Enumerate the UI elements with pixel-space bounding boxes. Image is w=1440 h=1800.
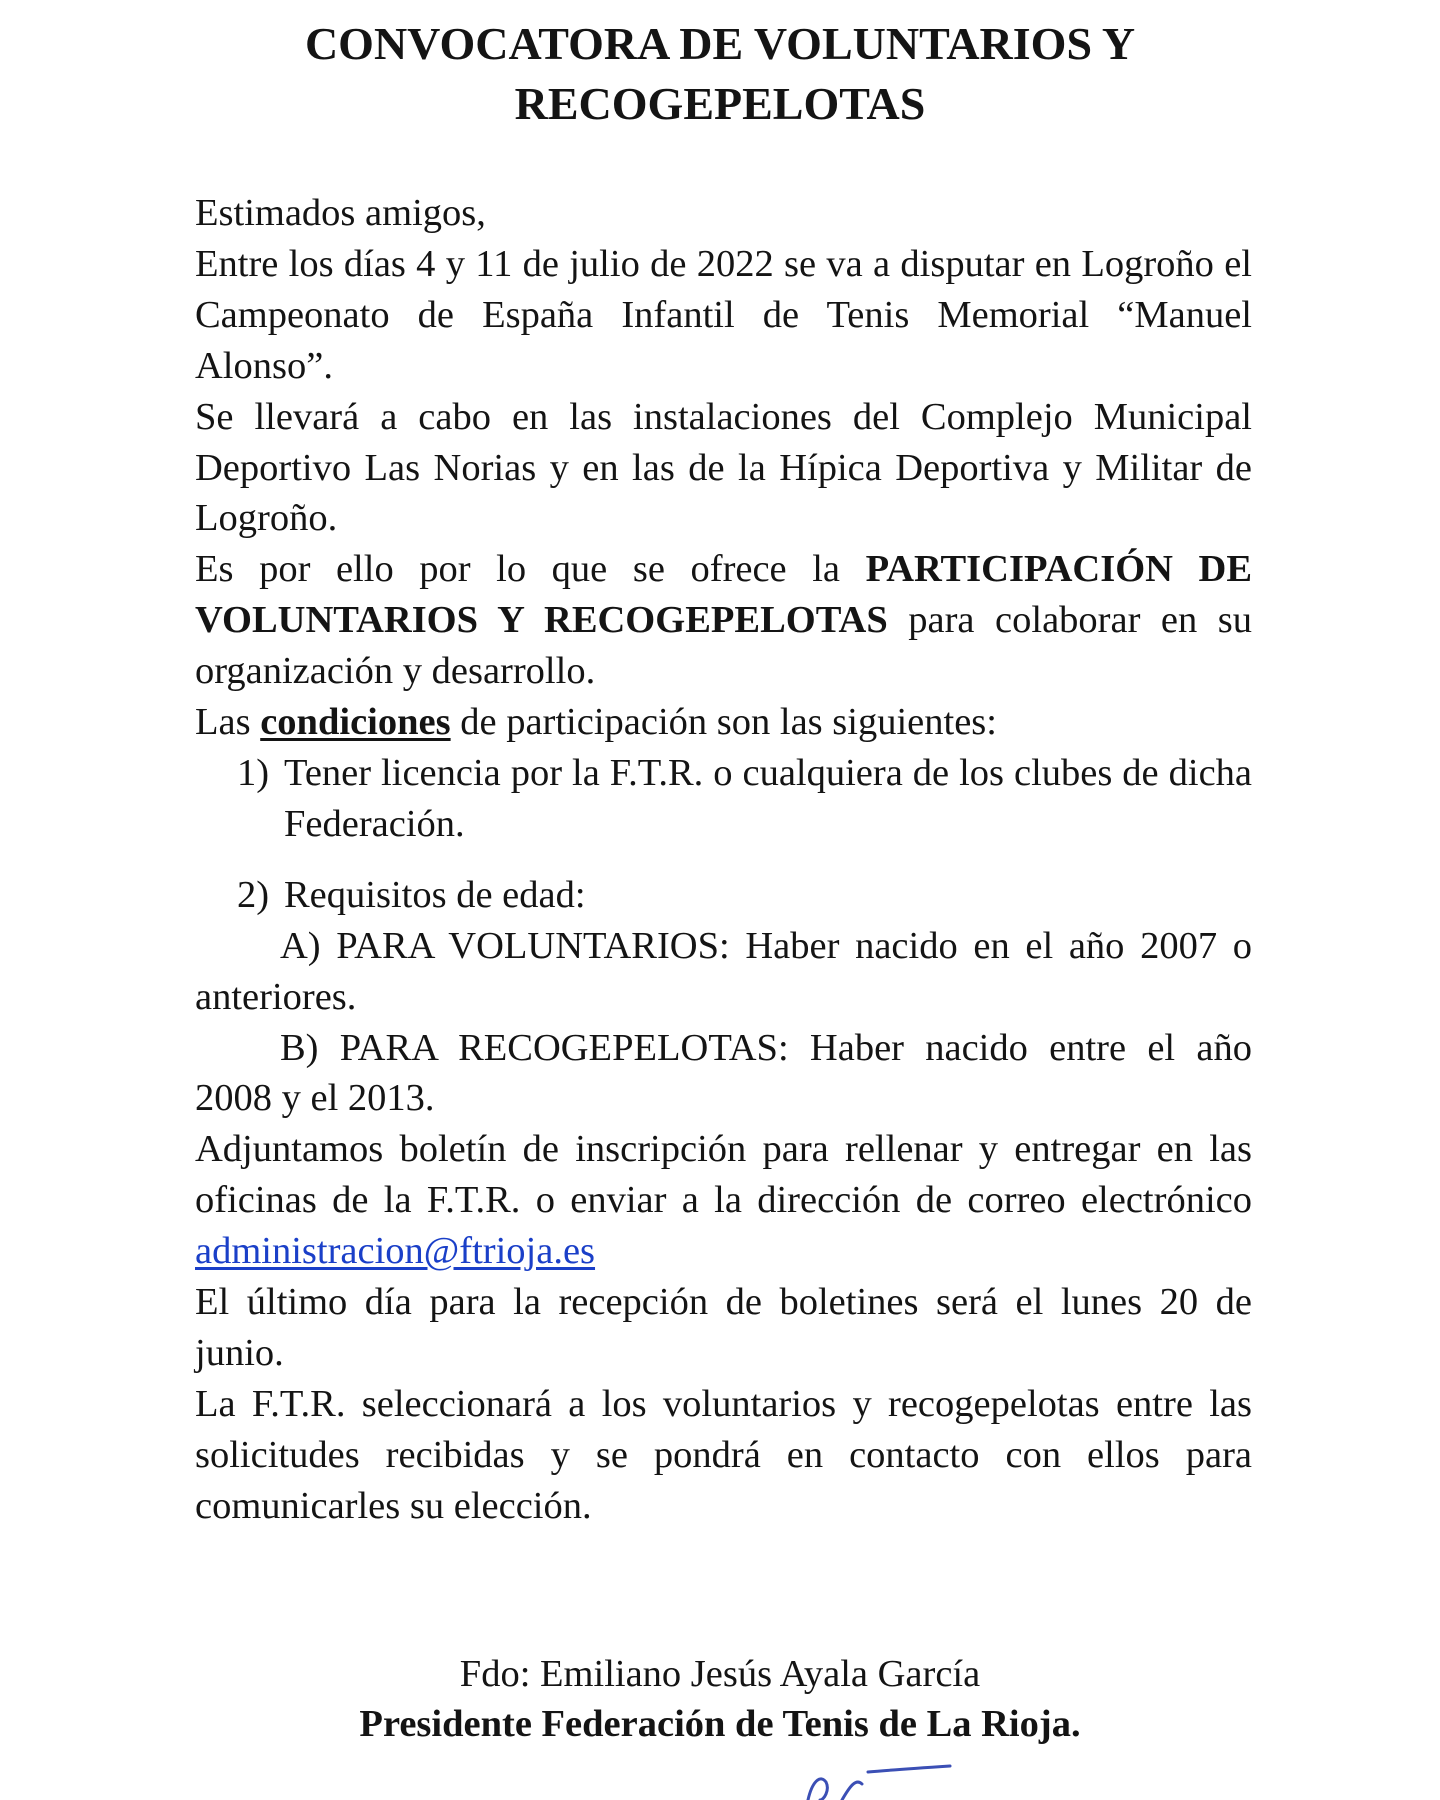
paragraph-selection: La F.T.R. seleccionará a los voluntarios y recogepelotas entre las solicitudes recibidas y se pondrá en contacto con ellos para comunicarles su elección. — [195, 1382, 1252, 1527]
paragraph-participation — [195, 544, 1252, 697]
list-number-1: 1) — [237, 751, 270, 794]
paragraph-venue: Se llevará a cabo en las instalaciones del Complejo Municipal Deportivo Las Norias y en las de la Hípica Deportiva y Militar de Logroño. — [195, 395, 1252, 540]
document-title — [150, 14, 1290, 134]
signature-block — [150, 1649, 1290, 1749]
conditions-text-start: Las — [195, 701, 261, 744]
handwritten-signature-icon — [790, 1760, 970, 1800]
paragraph-conditions — [195, 697, 1252, 748]
greeting: Estimados amigos, — [195, 192, 486, 234]
list-item-age — [195, 870, 1252, 921]
paragraph-event-dates: Entre los días 4 y 11 de julio de 2022 se va a disputar en Logroño el Campeonato de España Infantil de Tenis Memorial “Manuel Alonso”. — [195, 242, 1252, 387]
age-requirement-ballkids: B) PARA RECOGEPELOTAS: Haber nacido entre el año 2008 y el 2013. — [195, 1026, 1252, 1120]
list-item-license — [195, 748, 1252, 850]
registration-text: Adjuntamos boletín de inscripción para rellenar y entregar en las oficinas de la F.T.R. o enviar a la dirección de correo electrónico — [195, 1128, 1252, 1222]
email-link[interactable]: administracion@ftrioja.es — [195, 1230, 596, 1273]
participation-text-start: Es por ello por lo que se ofrece la — [195, 548, 866, 591]
title-line-2: RECOGEPELOTAS — [514, 78, 926, 129]
document-body — [195, 188, 1252, 1532]
paragraph-registration — [195, 1124, 1252, 1277]
list-number-2: 2) — [237, 873, 270, 916]
participation-bold: PARTICIPACIÓN DE VOLUNTARIOS Y RECOGEPELOTAS — [195, 548, 1253, 642]
title-line-1: CONVOCATORA DE VOLUNTARIOS Y — [304, 18, 1136, 69]
paragraph-deadline: El último día para la recepción de boletines será el lunes 20 de junio. — [195, 1281, 1252, 1374]
conditions-text-end: de participación son las siguientes: — [450, 701, 997, 744]
signature-role: Presidente Federación de Tenis de La Rioja. — [359, 1703, 1081, 1745]
signature-name: Fdo: Emiliano Jesús Ayala García — [459, 1653, 981, 1695]
age-requirement-volunteers: A) PARA VOLUNTARIOS: Haber nacido en el año 2007 o anteriores. — [195, 924, 1252, 1018]
conditions-underlined: condiciones — [260, 701, 451, 744]
participation-text-end: para colaborar en su organización y desarrollo. — [195, 599, 1253, 693]
list-text-license: Tener licencia por la F.T.R. o cualquiera de los clubes de dicha Federación. — [284, 751, 1252, 845]
list-text-age: Requisitos de edad: — [284, 873, 586, 916]
